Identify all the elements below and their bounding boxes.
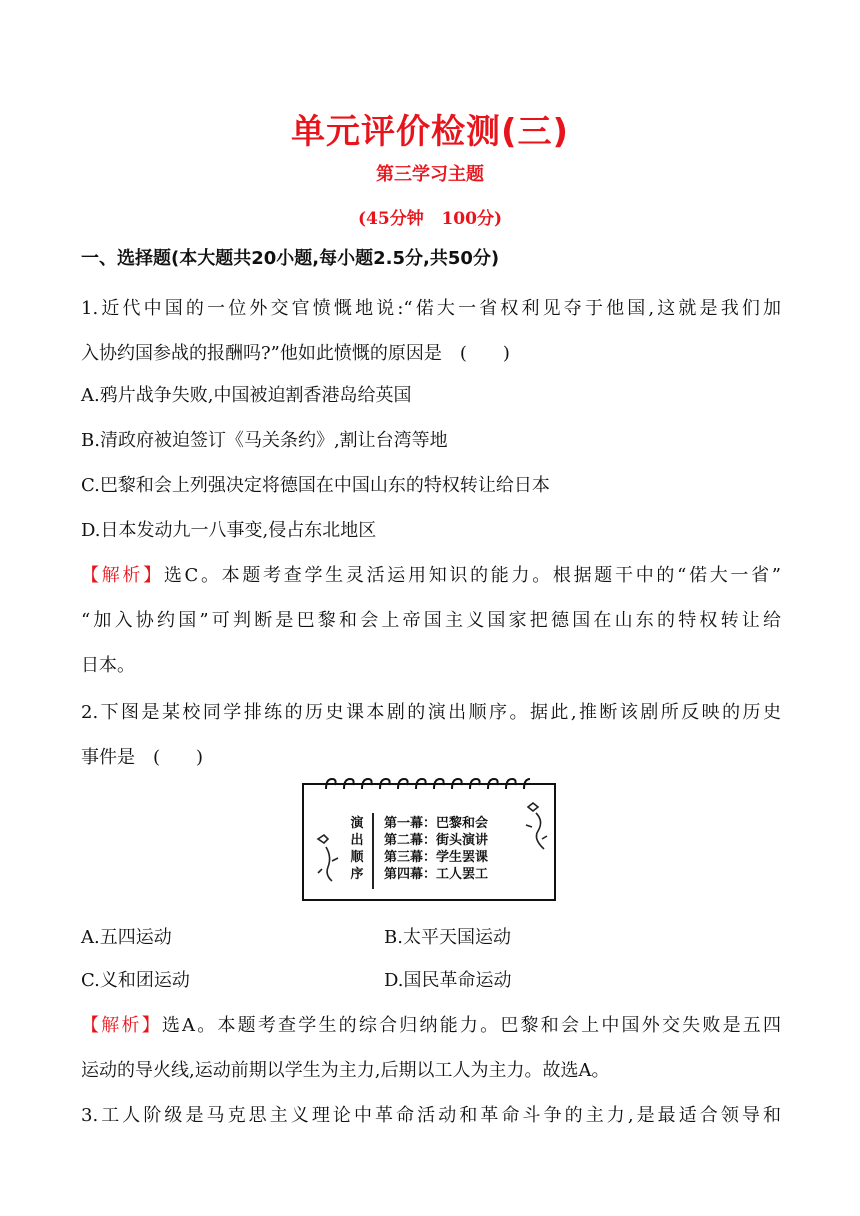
q1-analysis-line3: 日本。 <box>81 655 135 676</box>
q2-option-b: B.太平天国运动 <box>384 927 511 948</box>
performance-order-poster <box>302 783 556 901</box>
poster-act: 第四幕：工人罢工 <box>384 867 489 882</box>
q1-option-c: C.巴黎和会上列强决定将德国在中国山东的特权转让给日本 <box>81 475 550 496</box>
q1-analysis-line1 <box>81 564 781 588</box>
exam-meta: (45分钟 100分) <box>358 209 502 229</box>
q2-option-c: C.义和团运动 <box>81 970 190 991</box>
poster-act: 第三幕：学生罢课 <box>384 850 489 865</box>
q3-stem-line1: 3.工人阶级是马克思主义理论中革命活动和革命斗争的主力,是最适合领导和 <box>81 1105 781 1126</box>
analysis-tag: 【解析】 <box>81 1015 162 1036</box>
poster-act: 第一幕：巴黎和会 <box>384 816 489 831</box>
poster-act: 第二幕：街头演讲 <box>384 833 489 848</box>
poster-vertical-title: 演 出 顺 序 <box>350 816 364 882</box>
q2-analysis-line1 <box>81 1014 781 1038</box>
q2-analysis-line2: 运动的导火线,运动前期以学生为主力,后期以工人为主力。故选A。 <box>81 1060 610 1081</box>
analysis-tag: 【解析】 <box>81 565 164 586</box>
q2-option-d: D.国民革命运动 <box>384 970 512 991</box>
q1-option-b: B.清政府被迫签订《马关条约》,割让台湾等地 <box>81 430 448 451</box>
q2-option-a: A.五四运动 <box>81 927 172 948</box>
q1-analysis-line2: “加入协约国”可判断是巴黎和会上帝国主义国家把德国在山东的特权转让给 <box>81 610 781 631</box>
q1-analysis-text: 选C。本题考查学生灵活运用知识的能力。根据题干中的“偌大一省” <box>163 565 781 586</box>
section-heading: 一、选择题(本大题共20小题,每小题2.5分,共50分) <box>81 248 500 269</box>
q1-option-a: A.鸦片战争失败,中国被迫割香港岛给英国 <box>81 385 412 406</box>
q2-stem-line1: 2.下图是某校同学排练的历史课本剧的演出顺序。据此,推断该剧所反映的历史 <box>81 702 781 723</box>
q1-stem-line2: 入协约国参战的报酬吗?”他如此愤慨的原因是 ( ) <box>81 343 510 364</box>
flower-doodle-icon <box>312 825 344 885</box>
vine-doodle-icon <box>522 797 552 857</box>
q2-stem-line2: 事件是 ( ) <box>81 747 204 768</box>
page-title: 单元评价检测(三) <box>290 112 570 152</box>
poster-divider <box>372 813 374 889</box>
q2-analysis-text: 选A。本题考查学生的综合归纳能力。巴黎和会上中国外交失败是五四 <box>161 1015 782 1036</box>
poster-acts-list <box>384 815 488 883</box>
q1-option-d: D.日本发动九一八事变,侵占东北地区 <box>81 520 377 541</box>
page-subtitle: 第三学习主题 <box>376 164 484 185</box>
spiral-binding-icon <box>320 775 530 795</box>
q1-stem-line1: 1.近代中国的一位外交官愤慨地说:“偌大一省权利见夺于他国,这就是我们加 <box>81 298 781 319</box>
